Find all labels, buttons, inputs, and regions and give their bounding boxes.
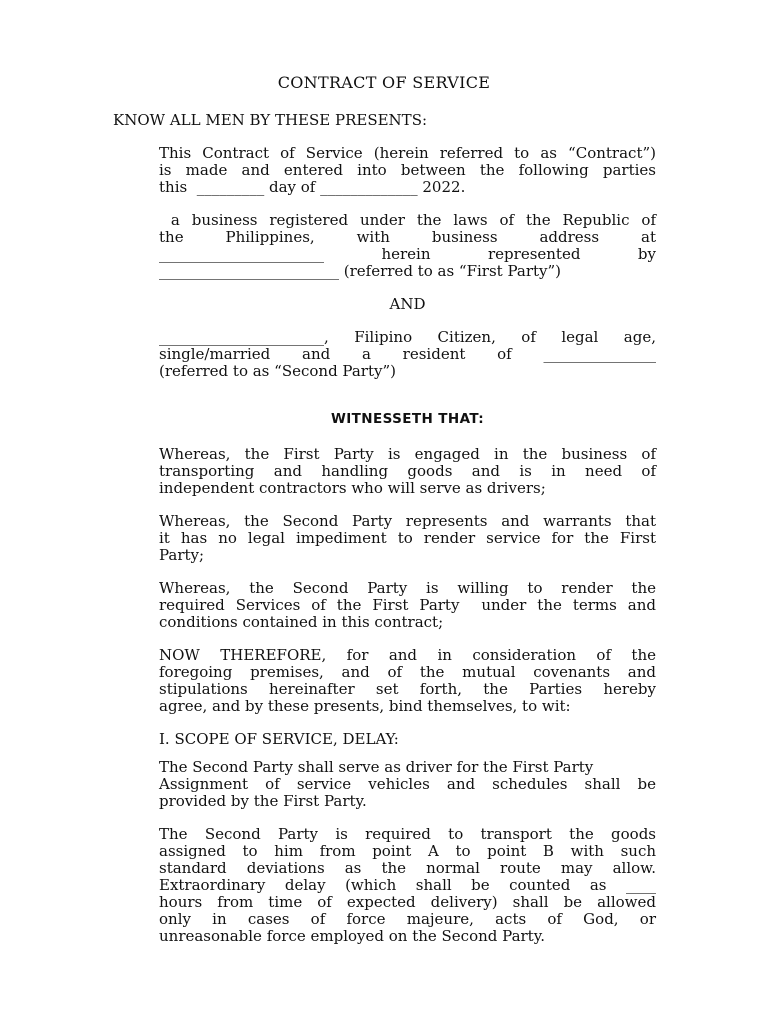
whereas1-line-1: Whereas, the First Party is engaged in the business of (159, 445, 656, 463)
first-party-line-4: ________________________ (referred to as “First Party”) (159, 262, 562, 280)
now-therefore-line-2: foregoing premises, and of the mutual covenants and (159, 663, 656, 681)
section1-p1-line-2: Assignment of service vehicles and schedules shall be (159, 775, 656, 793)
whereas1-line-2: transporting and handling goods and is in need of (159, 462, 656, 480)
section1-p2-line-7: unreasonable force employed on the Second Party. (159, 927, 545, 945)
whereas3-line-3: conditions contained in this contract; (159, 613, 444, 631)
document-title: CONTRACT OF SERVICE (277, 73, 491, 92)
intro-line-3: this _________ day of _____________ 2022. (159, 178, 466, 196)
section-1-heading: I. SCOPE OF SERVICE, DELAY: (159, 730, 399, 748)
section1-p2-line-2: assigned to him from point A to point B with such (159, 842, 656, 860)
intro-line-1: This Contract of Service (herein referred to as “Contract”) (159, 144, 656, 162)
section1-p2-line-1: The Second Party is required to transport the goods (159, 825, 656, 843)
intro-paragraph (159, 145, 656, 196)
first-party-line-3: ______________________ herein represented by (159, 245, 656, 263)
section-1-paragraph-2 (159, 826, 656, 945)
second-party-line-2: single/married and a resident of _______________ (159, 345, 656, 363)
now-therefore-line-3: stipulations hereinafter set forth, the Parties hereby (159, 680, 656, 698)
section1-p2-line-4: Extraordinary delay (which shall be counted as ____ (159, 876, 656, 894)
whereas-paragraph-2 (159, 513, 656, 564)
section1-p1-line-3: provided by the First Party. (159, 792, 367, 810)
whereas2-line-2: it has no legal impediment to render service for the First (159, 529, 656, 547)
second-party-line-3: (referred to as “Second Party”) (159, 362, 396, 380)
first-party-paragraph (159, 212, 656, 280)
second-party-paragraph (159, 329, 656, 380)
whereas2-line-1: Whereas, the Second Party represents and warrants that (159, 512, 656, 530)
section1-p1-line-1: The Second Party shall serve as driver for the First Party (159, 758, 594, 776)
now-therefore-paragraph (159, 647, 656, 715)
section-1-paragraph-1 (159, 759, 656, 810)
whereas-paragraph-1 (159, 446, 656, 497)
first-party-line-1: a business registered under the laws of the Republic of (159, 211, 656, 229)
section1-p2-line-6: only in cases of force majeure, acts of God, or (159, 910, 656, 928)
whereas2-line-3: Party; (159, 546, 205, 564)
section1-p2-line-3: standard deviations as the normal route may allow. (159, 859, 656, 877)
witnesseth-heading: WITNESSETH THAT: (330, 411, 485, 427)
whereas3-line-2: required Services of the First Party under the terms and (159, 596, 656, 614)
second-party-line-1: ______________________, Filipino Citizen, of legal age, (159, 328, 656, 346)
and-separator: AND (389, 295, 426, 313)
whereas-paragraph-3 (159, 580, 656, 631)
now-therefore-line-1: NOW THEREFORE, for and in consideration of the (159, 646, 656, 664)
first-party-line-2: the Philippines, with business address at (159, 228, 656, 246)
intro-line-2: is made and entered into between the following parties (159, 161, 656, 179)
whereas3-line-1: Whereas, the Second Party is willing to render the (159, 579, 656, 597)
whereas1-line-3: independent contractors who will serve as drivers; (159, 479, 546, 497)
section1-p2-line-5: hours from time of expected delivery) shall be allowed (159, 893, 656, 911)
preamble: KNOW ALL MEN BY THESE PRESENTS: (113, 111, 428, 129)
now-therefore-line-4: agree, and by these presents, bind themselves, to wit: (159, 697, 571, 715)
